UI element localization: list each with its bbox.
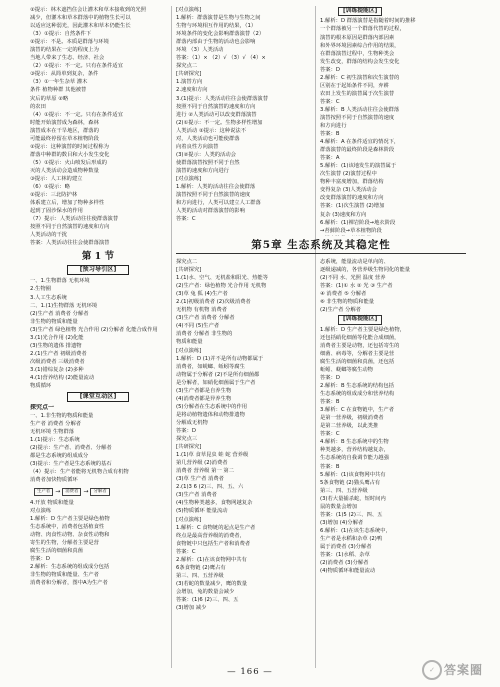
answer-line: 1.解析：群落演替是生物与生物之间 xyxy=(176,15,261,22)
training-line: 消费者主要是动物，还包括寄生的 xyxy=(320,342,400,349)
column-right-bottom xyxy=(320,258,462,668)
column-middle-top xyxy=(176,6,311,236)
preview-guide-label: [预习导引区] xyxy=(67,265,129,275)
chapter-title: 第5章 生态系统及其稳定性 xyxy=(251,239,391,251)
answer-line: 进行 ②人类活动可以改变群落演替 xyxy=(176,111,257,118)
answer-line: （6）①提示：略 xyxy=(30,184,70,191)
preview-line: 4.(1)营养结构 (2)能量流动 xyxy=(30,374,95,381)
flow-caption: 4.开放 物质和能量 xyxy=(30,499,74,506)
answer-line: ③提示：人工林的建立 xyxy=(30,175,83,182)
answer-line: 答案：C xyxy=(176,216,196,223)
answer-line: 的农田 xyxy=(30,103,46,110)
training-line: 6.解析：(1)在该生态系统中， xyxy=(320,527,391,534)
training-line: 答案：C xyxy=(320,431,340,438)
answer-line: 终点是最高营养级的消费者， xyxy=(176,532,245,539)
explore-line: 生产者 消费者 分解者 xyxy=(30,421,82,428)
training-line: 3.解析：B 人类活动往往会使群落 xyxy=(320,106,400,113)
answer-line: 按照不同于自然演替的速度和方向 xyxy=(176,103,256,110)
answer-line: 3.(1)提示：人类活动往往会使群落演替 xyxy=(176,95,269,102)
practice-line: 1.解析：D 生产者主要是绿色植物 xyxy=(30,516,110,523)
practice-line: 答案：D xyxy=(30,556,50,563)
arrow-right-icon: → xyxy=(83,487,89,495)
answer-line: (3)若蛇的数量减少，鹰的数量 xyxy=(176,580,248,587)
answer-line: 灾后的草原 ②略 xyxy=(30,95,69,102)
answer-line: [共研探究] xyxy=(176,267,202,274)
answer-line: 答案：人类活动往往会使群落演替 xyxy=(30,240,110,247)
answer-line: 2.(1)初级消费者 (2)次级消费者 xyxy=(176,299,251,306)
training-line: 答案：B xyxy=(320,131,340,138)
answer-line: 人类活动的干扰 xyxy=(30,232,68,239)
answer-line: 会增加，兔的数量会减少 xyxy=(176,588,235,595)
answer-line: ③提示：从简单到复杂，条件 xyxy=(30,71,99,78)
answer-line: 人类活动 ②提示：这种说法不 xyxy=(176,127,246,134)
answer-line: [对点演练] xyxy=(176,7,202,13)
answer-line: [对点演练] xyxy=(176,516,202,523)
answer-line: (5)物质循环 能量流动 xyxy=(176,508,228,515)
preview-line: (2)生产者 消费者 分解者 xyxy=(30,310,89,317)
training-line: (4)物质循环和能量流动 xyxy=(320,568,376,575)
answer-line: 当地人带来了生态、经济、社会 xyxy=(30,55,105,62)
training-line: 复杂 (3)速度和方向 xyxy=(320,211,367,218)
training-line: 生态系统的组成成分和营养结构 xyxy=(320,391,395,398)
training-line: 区别在于起始条件不同，弃耕 xyxy=(320,82,389,89)
answer-line: (3)草 生产者 消费者 xyxy=(176,476,224,483)
answer-line: (2)①提示：不一定。生物多样性增加 xyxy=(176,119,263,126)
preview-line: 一、1.生物群落 无机环境 xyxy=(30,278,90,285)
answer-line: 演替的速度和方向进行 xyxy=(176,167,229,174)
answer-line: 逐级递减的，各营养级生物同化的能量 xyxy=(320,267,411,274)
training-line: 种类越多，营养结构越复杂， xyxy=(320,447,389,454)
answer-line: （7）提示：人类活动往往使群落演替 xyxy=(30,216,119,223)
training-line: 第三、四、五营养级 xyxy=(320,487,368,494)
training-line: 生态系统的自我调节能力越强 xyxy=(320,455,389,462)
preview-line: 2.(1)生产者 初级消费者 xyxy=(30,350,87,357)
watermark-text: 答案圈 xyxy=(444,662,484,677)
practice-line: 对点演练 xyxy=(30,507,52,514)
answer-line: [对点演练] xyxy=(176,175,202,182)
preview-answers xyxy=(30,277,166,390)
answer-line: ②提示：林木遮挡住会让灌木和草本接收到的光照 xyxy=(30,7,146,13)
explore-line: （4）提示：生产者能将无机物合成有机物 xyxy=(30,469,129,476)
preview-line: 次级消费者 三级消费者 xyxy=(30,358,85,365)
training-line: 5条食物链 (2)猫头鹰占有 xyxy=(320,479,381,486)
answer-line: 第几营养级 (2)消费者 xyxy=(176,460,228,467)
answer-line: 1.解析：C 食物链的起点是生产者 xyxy=(176,524,256,531)
training-line: 在群落演替过程中，生物种类会 xyxy=(320,50,395,57)
answer-line: (3)草 兔 狐 (4)生产者 xyxy=(176,291,228,298)
training-line: 次生演替 (2)演替过程中 xyxy=(320,171,377,178)
training-line: 群落演替的最终阶段是森林阶段 xyxy=(320,147,395,154)
preview-line: 非生物的物质和能量 xyxy=(30,318,78,325)
answer-line: (2)不同 水、光照 温度 营养 xyxy=(320,275,386,282)
explore-line: 一、1.非生物的物质和能量 xyxy=(30,413,94,420)
training-line: 和方向进行 xyxy=(320,123,347,130)
answer-line: (3)②提示：人类的活动会 xyxy=(176,151,236,158)
explore-line: 无机环境 生物群落 xyxy=(30,429,75,436)
answer-line: 2.(1)3 6 (2)三、四、五、六 xyxy=(176,484,244,491)
preview-line: 3.人工生态系统 xyxy=(30,294,67,301)
answer-line: 起到了固沙保水的作用 xyxy=(30,208,83,215)
answer-block-top xyxy=(30,6,166,247)
explore-line: 消费者加快物质循环 xyxy=(30,477,78,484)
answer-line: 消费者 分解者 非生物的 xyxy=(176,331,233,338)
answer-line: 消费者，如蜣螂、蚯蚓等腐生 xyxy=(176,363,245,370)
training-line: 2.解析：B 生态系统的结构包括 xyxy=(320,383,394,390)
training-label: [训练提能区] xyxy=(338,315,382,324)
answer-line: 答案：C xyxy=(176,548,196,555)
answer-line: 演替的结果在一定的程度上为 xyxy=(30,47,99,54)
answer-line: ④ 消费者 ⑤ 分解者 xyxy=(320,291,367,298)
page-number: — 166 — xyxy=(227,667,273,677)
training-line: 物种丰富度增加，群落结构 xyxy=(320,179,384,186)
explore-line: 1.(1)提示：生态系统 xyxy=(30,437,80,444)
preview-line: 3.(1)错综复杂 (2)多种 xyxy=(30,366,84,373)
training-line: 改变群落演替的速度和方向 xyxy=(320,195,384,202)
answer-line: 第三、四、五营养级 xyxy=(176,572,224,579)
answer-line: 答案：D xyxy=(176,427,196,434)
training-line: 还包括硝化细菌等化能合成细菌， xyxy=(320,334,400,341)
answer-line: 探究点二 xyxy=(176,259,198,265)
answer-line: [共研探究] xyxy=(176,444,202,451)
arrow-right-icon: → xyxy=(55,487,61,495)
training-line: 蚯蚓、蜣螂等腐生动物 xyxy=(320,366,373,373)
answer-line: 1.(1)水、空气、无机盐和阳光、热能等 xyxy=(176,275,269,282)
answer-line: 和方向进行，人类可以建立人工群落 xyxy=(176,200,261,207)
flow-box-decomposer: 分解者 xyxy=(90,488,109,496)
answer-line: （3）①提示：自然条件下 xyxy=(30,31,92,38)
answer-line: 按照不同于自然演替的速度和方向 xyxy=(30,224,110,231)
answer-line: （4）①提示：不一定。只有在条件适宜 xyxy=(30,111,123,118)
training-answers-2 xyxy=(320,326,462,575)
practice-answers xyxy=(30,507,166,587)
answer-line: 答案：(1)6 (2)三、四、五 xyxy=(176,596,239,603)
training-line: 是第一营养级，初级消费者 xyxy=(320,415,384,422)
answer-line: 条件 植物种群 其他被替 xyxy=(30,87,87,94)
watermark-ring-icon: ✓ xyxy=(422,660,442,680)
answer-line: 使群落演替按照不同于自然 xyxy=(176,159,240,166)
answer-line: (2)生产者 分解者 xyxy=(320,307,361,314)
answer-line: 群落中种群的数目和大小发生变化 xyxy=(30,151,110,158)
preview-line: 2.生物圈 xyxy=(30,286,51,293)
answer-line: [共研探究] xyxy=(176,71,202,78)
training-line: 答案：D xyxy=(320,375,340,382)
answer-line: 动物属于分解者 (2)不是所有细菌都 xyxy=(176,371,260,378)
training-line: 细菌、病毒等，分解者主要是营 xyxy=(320,350,395,357)
training-line: →苔藓阶段→草本植物阶段 xyxy=(320,227,382,234)
training-line: 2.解析：C 初生演替和次生演替的 xyxy=(320,74,400,81)
flow-box-consumer: 消费者 xyxy=(62,488,81,496)
answer-line: 向着良性方向演替 xyxy=(176,143,219,150)
training-line: 5.解析：(1)该地发生的演替属于 xyxy=(320,163,397,170)
column-right-top xyxy=(320,6,462,236)
answer-line: (3)生产者 消费者 分解者 xyxy=(176,315,235,322)
training-line: 5.解析：(1)该食物网中共有 xyxy=(320,471,386,478)
answer-line: (3)生产者 消费者 xyxy=(176,492,217,499)
column-divider-2 xyxy=(315,6,316,668)
answer-line: 体系建立后，增加了物种多样性 xyxy=(30,200,105,207)
answer-line: 灭的人类活动会造成物种数量 xyxy=(30,167,99,174)
answer-line: 2.速度和方向 xyxy=(176,87,208,94)
answer-line: （3）①一年生杂草 灌木 xyxy=(30,79,88,86)
answer-line: 环境条件的变化会影响群落演替（2） xyxy=(176,31,265,38)
answer-line: (4)消费者都是异养生物 xyxy=(176,395,232,402)
flow-box-producer: 生产者 xyxy=(34,488,53,496)
answer-line: 6条食物链 (2)鹰占有 xyxy=(176,564,226,571)
practice-line: 2.解析：生态系统的组成成分包括 xyxy=(30,564,110,571)
training-line: 答案：B xyxy=(320,399,340,406)
training-line: 演替的根本原因是群落内部因素 xyxy=(320,34,395,41)
ecosystem-flow-diagram xyxy=(34,488,166,496)
preview-line: (3)生产者 绿色植物 光合作用 (2)分解者 化能合成作用 xyxy=(30,326,158,333)
training-line: 3.解析：C 在食物链中，生产者 xyxy=(320,407,394,414)
answer-line: (3)生产者都是自养生物 xyxy=(176,387,232,394)
practice-line: 消费者和分解者，图中A为生产者 xyxy=(30,580,108,587)
answer-line: 是将动植物遗体和动物排遗物 xyxy=(176,411,245,418)
answer-line: 食物链中只包括生产者和消费者 xyxy=(176,540,251,547)
training-line: 演替按照不同于自然演替的速度 xyxy=(320,114,395,121)
explore-line: 都是生态系统的组成成分 xyxy=(30,453,89,460)
training-line: 鼠的数量会增加 xyxy=(320,503,358,510)
answer-block-middle-top xyxy=(176,6,311,223)
answer-line: ②提示：这种演替的时间过程称为 xyxy=(30,143,109,150)
answer-line: （2）①提示：不一定。只有在条件适宜 xyxy=(30,63,123,70)
answer-line: 是分解者，如硝化细菌属于生产者 xyxy=(176,379,256,386)
training-answers-1 xyxy=(320,17,462,236)
training-line: 1.解析：D 群落演替是指随着时间的推移 xyxy=(320,18,416,25)
class-interaction-label: [课堂互动区] xyxy=(67,392,129,402)
answer-line: 对，人类活动也可能使群落 xyxy=(176,135,240,142)
training-line: 一个群落被另一个群落代替的过程， xyxy=(320,26,405,33)
answer-line: 消费者 营养级 第一 第二 xyxy=(176,468,235,475)
answer-line: 1.(1)草 食草昆虫 蛙 蛇 营养级 xyxy=(176,452,249,459)
answer-line: 演替成本在干旱地区，群落的 xyxy=(30,127,99,134)
answer-line: 2.解析：(1)在该食物网中共有 xyxy=(176,556,247,563)
answer-line: 无机物 有机物 消费者 xyxy=(176,307,228,314)
answer-line: 探究点二 xyxy=(176,63,198,70)
answer-line: 生物与环境相互作用的结果，（1） xyxy=(176,23,257,30)
answer-line: （5）①提示：火山喷发后形成的 xyxy=(30,159,107,166)
answer-line: 答案：(1)① 水 ② 光 ③ 生产者 xyxy=(320,283,393,290)
section-title: 第 1 节 xyxy=(81,251,115,263)
answer-line: (2)生产者：绿色植物 光合作用 无机物 xyxy=(176,283,267,290)
training-label: [训练提能区] xyxy=(338,7,382,16)
practice-line: 寄生的生物，分解者主要是营 xyxy=(30,540,99,547)
watermark-logo xyxy=(422,657,496,683)
answer-line: (3)增加 减少 xyxy=(176,605,207,612)
chapter-rule xyxy=(176,253,466,254)
training-line: 和外界环境因素综合作用的结果， xyxy=(320,42,400,49)
training-line: 答案：C xyxy=(320,98,340,105)
answer-line: 减少，但灌木和草本群落中的植物生长可以 xyxy=(30,15,131,22)
training-line: (2)消费者 (3)分解者 xyxy=(320,560,369,567)
answer-line: [对点演练] xyxy=(176,347,202,354)
answer-line: 1.解析：人类的活动往往会使群落 xyxy=(176,184,256,191)
answer-line: 物质和能量 xyxy=(176,339,203,346)
answer-line: (4)不同 (5)生产者 xyxy=(176,323,220,330)
training-line: 答案：(1)水稻、杂草 xyxy=(320,552,370,559)
answer-line: 时能开始演替成为森林，森林 xyxy=(30,119,99,126)
preview-line: 二、1.(1)生物群落 无机环境 xyxy=(30,302,98,309)
answer-line: 环境 （3）人类活动 xyxy=(176,47,224,54)
preview-line: (3)生物的遗体 排遗物 xyxy=(30,342,82,349)
training-line: (3)增加 (4)分解者 xyxy=(320,519,364,526)
training-line: 农田上发生的演替属于次生演替 xyxy=(320,90,395,97)
answer-line: (5)分解者在生态系统中的作用 xyxy=(176,403,248,410)
training-line: 腐生生活的细菌和真菌，还包括 xyxy=(320,358,395,365)
preview-line: 物质循环 xyxy=(30,383,52,390)
training-line: 答案：D xyxy=(320,66,340,73)
answer-line: 演替按照不同于自然演替的速度 xyxy=(176,192,251,199)
training-line: 变得复杂 (3)人类活动会 xyxy=(320,187,377,194)
explore-line: (3)提示：生产者是生态系统的基石 xyxy=(30,461,112,468)
training-line: 属于消费者 (3)分解者 xyxy=(320,544,372,550)
practice-line: 生态系统中，消费者包括植食性 xyxy=(30,524,105,531)
training-line: 6.解析：(1)裸岩阶段→地衣阶段 xyxy=(320,219,396,226)
answer-line: 分解成无机物 xyxy=(176,419,208,426)
column-left xyxy=(30,6,166,668)
column-middle-bottom xyxy=(176,258,311,668)
preview-line: 3.(1)光合作用 (2)化能 xyxy=(30,334,84,341)
training-line: 答案：(1)次生演替 (2)增加 xyxy=(320,203,385,210)
explore-line: (2)提示：生产者、消费者、分解者 xyxy=(30,445,112,452)
training-line: 答案：A xyxy=(320,155,340,162)
answer-line: ②提示：不是。本质是群落与环境 xyxy=(30,39,109,46)
answer-line: 探究点三 xyxy=(176,436,198,443)
training-line: 生产者是水稻和杂草 (2)鸭 xyxy=(320,535,383,542)
answer-line: 人类的活动对群落演替的影响 xyxy=(176,208,245,215)
answer-block-middle-bottom xyxy=(176,258,311,612)
answer-line: 以适应这种弱光，因此灌木和草本仍能生长 xyxy=(30,23,131,30)
training-line: (3)若大量捕杀蛇，短时间内 xyxy=(320,495,386,502)
training-line: 4.解析：B 生态系统中的生物 xyxy=(320,439,389,446)
training-line: 发生改变，群落的结构会发生变化 xyxy=(320,58,400,65)
answer-line: 群落内部由于生物的活动也会影响 xyxy=(176,39,256,46)
training-line: 答案：(1)5 (2)三、四、五 xyxy=(320,511,383,518)
answer-line: 1.解析：D (1)并不是所有动物都属于 xyxy=(176,355,264,362)
answer-line: 态系统，能量流动是单向的、 xyxy=(320,259,389,265)
explore-point-title: 探究点一 xyxy=(30,404,55,412)
training-line: 4.解析：A 在条件适宜的情况下， xyxy=(320,139,400,146)
answer-line: 答案：（1）× （2）√ （3）√ （4）× xyxy=(176,55,266,62)
answer-line: ⑥ 非生物的物质和能量 xyxy=(320,299,375,306)
answer-line: ②提示：三北防护林 xyxy=(30,192,78,199)
answer-block-right-mid xyxy=(320,258,462,314)
training-line: 答案：B xyxy=(320,463,340,470)
training-line: 是第二营养级，以此类推 xyxy=(320,423,379,430)
answer-line: 1.演替方向 xyxy=(176,79,203,86)
column-divider-1 xyxy=(171,6,172,668)
training-line xyxy=(320,235,462,236)
practice-line: 动物、肉食性动物、杂食性动物和 xyxy=(30,532,110,539)
answer-line: 可能最终停留在草本植物阶段 xyxy=(30,135,99,142)
practice-line: 腐生生活的细菌和真菌 xyxy=(30,548,83,555)
answer-line: (4)生物种类越多，食物网越复杂 xyxy=(176,500,253,507)
practice-line: 非生物的物质和能量、生产者 xyxy=(30,572,99,579)
explore-answers xyxy=(30,412,166,484)
training-line: 1.解析：D 生产者主要是绿色植物， xyxy=(320,326,405,333)
